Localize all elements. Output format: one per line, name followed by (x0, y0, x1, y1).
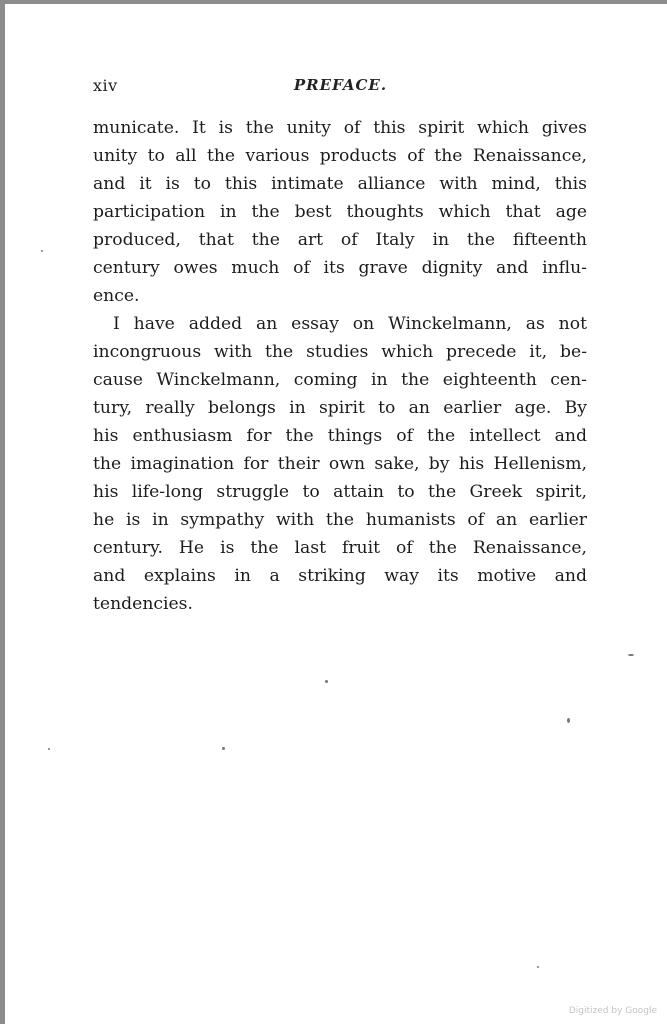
scan-speck (537, 966, 539, 968)
text-line: tury, really belongs in spirit to an earlier age. By (93, 398, 587, 418)
paragraph-1 (93, 114, 587, 310)
text-line: his life-long struggle to attain to the Greek spirit, (93, 482, 587, 502)
text-line: I have added an essay on Winckelmann, as not (113, 314, 587, 334)
digitized-watermark: Digitized by Google (568, 1006, 657, 1016)
running-title: PREFACE. (293, 76, 388, 94)
scan-speck (222, 747, 225, 750)
scan-speck (41, 250, 43, 252)
scan-speck (628, 654, 634, 656)
page-number: xiv (93, 76, 118, 95)
text-line: and it is to this intimate alliance with mind, this (93, 174, 587, 194)
text-line: he is in sympathy with the humanists of an earlier (93, 510, 587, 530)
text-line: incongruous with the studies which precede it, be- (93, 342, 587, 362)
text-line: century owes much of its grave dignity and influ- (93, 258, 587, 278)
text-line: century. He is the last fruit of the Renaissance, (93, 538, 587, 558)
text-line: his enthusiasm for the things of the intellect and (93, 426, 587, 446)
body-text (93, 114, 587, 618)
paragraph-2 (93, 310, 587, 618)
scan-speck (325, 680, 328, 683)
text-line: ence. (93, 286, 140, 306)
scan-speck (567, 718, 570, 723)
text-line: and explains in a striking way its motive and (93, 566, 587, 586)
running-head (93, 76, 588, 100)
text-line: participation in the best thoughts which that age (93, 202, 587, 222)
text-line: the imagination for their own sake, by his Hellenism, (93, 454, 587, 474)
text-line: tendencies. (93, 594, 193, 614)
text-line: cause Winckelmann, coming in the eighteenth cen- (93, 370, 587, 390)
scan-speck (48, 748, 50, 750)
text-line: municate. It is the unity of this spirit which gives (93, 118, 587, 138)
book-page (5, 4, 667, 1024)
text-line: unity to all the various products of the Renaissance, (93, 146, 587, 166)
text-line: produced, that the art of Italy in the fifteenth (93, 230, 587, 250)
